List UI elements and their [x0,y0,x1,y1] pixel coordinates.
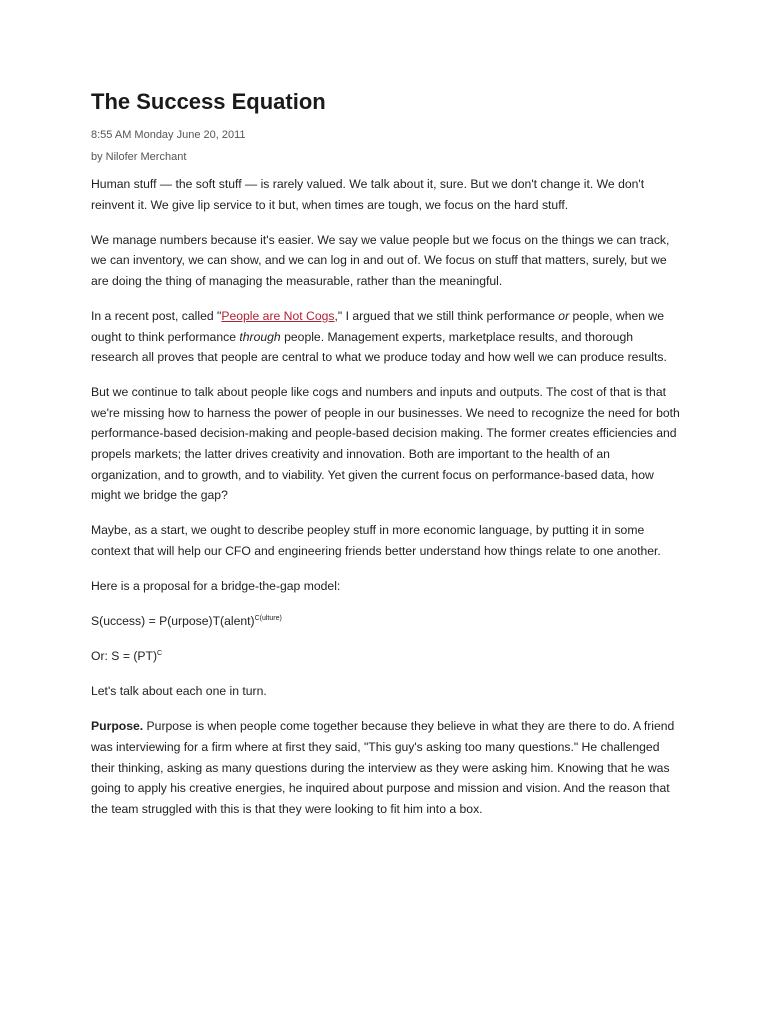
paragraph-3-text-c: people, when we ought to think performance [91,308,664,344]
equation-full-base: S(uccess) = P(urpose)T(alent) [91,614,255,629]
equation-short [91,646,681,667]
equation-short-exponent: C [157,650,163,658]
paragraph-3-text-a: In a recent post, called " [91,308,222,323]
article-timestamp: 8:55 AM Monday June 20, 2011 [91,129,246,141]
paragraph-3 [91,306,681,368]
paragraph-3-emphasis-through: through [239,329,281,344]
equation-short-base: Or: S = (PT) [91,649,158,664]
paragraph-4: But we continue to talk about people like cogs and numbers and inputs and outputs. The cost of that is that we're missing how to harness the power of people in our businesses. We need to recognize the need for both performance-based decision-making and people-based decision making. The former creates efficiencies and propels markets; the latter drives creativity and innovation. Both are important to the health of an organization, and to growth, and to viability. Yet given the current focus on performance-based data, how might we bridge the gap? [91,385,680,503]
article-title: The Success Equation [91,89,326,114]
paragraph-6: Here is a proposal for a bridge-the-gap model: [91,579,341,593]
paragraph-5: Maybe, as a start, we ought to describe peopley stuff in more economic language, by putting it in some context that will help our CFO and engineering friends better understand how things relate to one another. [91,523,661,558]
paragraph-3-text-d: people. Management experts, marketplace results, and thorough research all proves that people are central to what we produce today and how well we can produce results. [91,329,667,365]
people-are-not-cogs-link[interactable]: People are Not Cogs [221,308,335,323]
purpose-heading: Purpose. [91,719,144,734]
paragraph-3-emphasis-or: or [558,308,570,323]
paragraph-purpose [91,716,681,819]
article [91,88,681,834]
paragraph-7: Let's talk about each one in turn. [91,684,267,699]
equation-full-exponent: C(ulture) [254,615,282,623]
equation-full [91,611,681,632]
paragraph-1: Human stuff — the soft stuff — is rarely valued. We talk about it, sure. But we don't change it. We don't reinvent it. We give lip service to it but, when times are tough, we focus on the hard stuff. [91,177,645,212]
article-byline: by Nilofer Merchant [91,151,187,163]
purpose-body: Purpose is when people come together because they believe in what they are there to do. A friend was interviewing for a firm where at first they said, "This guy's asking too many questions." He challenged their thinking, asking as many questions during the interview as they were asking him. Knowing that he was going to apply his creative energies, he inquired about purpose and mission and vision. And the reason that the team struggled with this is that they were looking to fit him into a box. [91,719,675,816]
paragraph-3-text-b: ," I argued that we still think performance [334,308,559,323]
paragraph-2: We manage numbers because it's easier. We say we value people but we focus on the things we can track, we can inventory, we can show, and we can log in and out of. We focus on stuff that matters, surely, but we are doing the thing of managing the measurable, rather than the meaningful. [91,232,670,288]
